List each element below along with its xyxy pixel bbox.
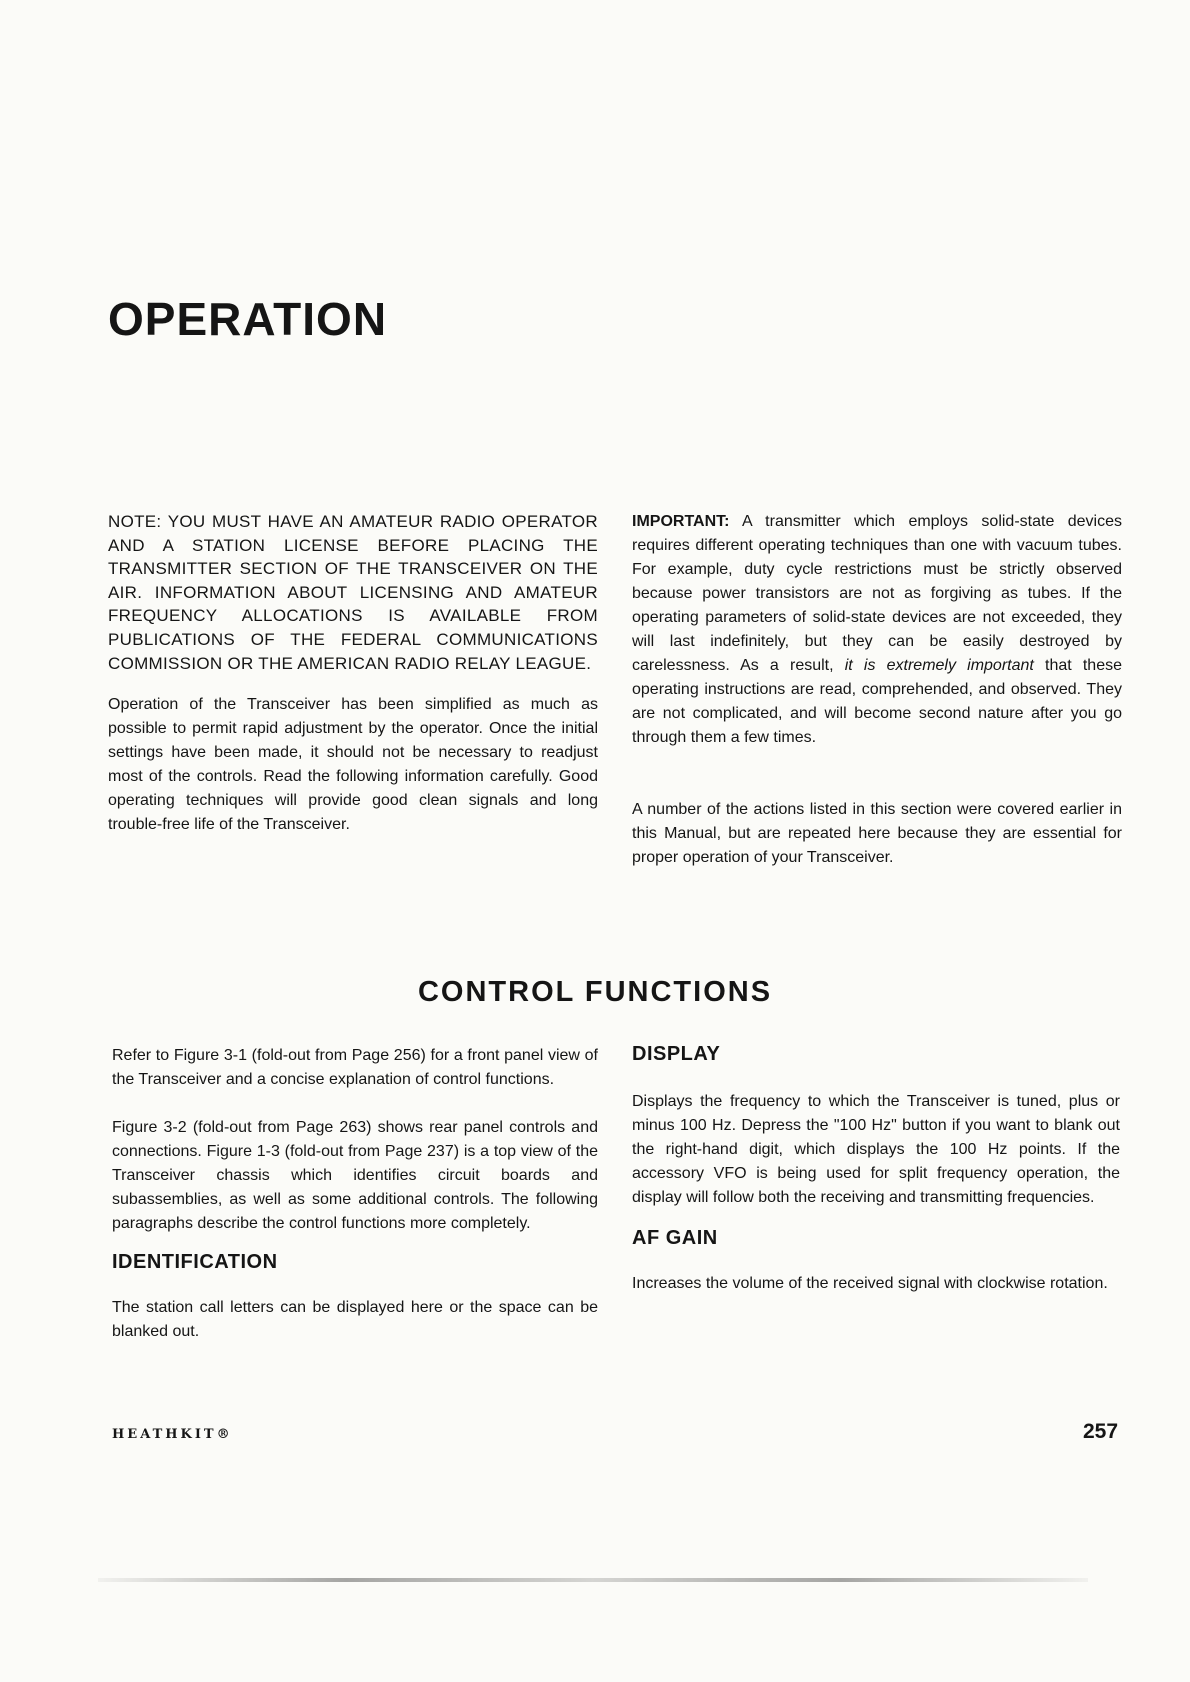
important-emphasis: it is extremely important — [844, 657, 1034, 674]
display-text: Displays the frequency to which the Transceiver is tuned, plus or minus 100 Hz. Depress the "100 Hz" button if you want to blank out the right-hand digit, which displays the 100 Hz points. If the accessory VFO is being used for split frequency operation, the display will follow both the receiving and transmitting frequencies. — [632, 1093, 1120, 1206]
page-title: OPERATION — [108, 293, 388, 345]
control-functions-intro-1: Refer to Figure 3-1 (fold-out from Page 256) for a front panel view of the Transceiver and a concise explanation of control functions. — [112, 1047, 598, 1088]
identification-text: The station call letters can be displayed here or the space can be blanked out. — [112, 1299, 598, 1340]
important-paragraph — [632, 510, 1122, 750]
heathkit-logo: HEATHKIT® — [112, 1427, 233, 1442]
important-label: IMPORTANT: — [632, 513, 730, 530]
af-gain-heading: AF GAIN — [632, 1227, 718, 1249]
display-heading: DISPLAY — [632, 1043, 721, 1065]
license-note: NOTE: YOU MUST HAVE AN AMATEUR RADIO OPERATOR AND A STATION LICENSE BEFORE PLACING THE TRANSMITTER SECTION OF THE TRANSCEIVER ON THE AIR. INFORMATION ABOUT LICENSING AND AMATEUR FREQUENCY ALLOCATIONS IS AVAILABLE FROM PUBLICATIONS OF THE FEDERAL COMMUNICATIONS COMMISSION OR THE AMERICAN RADIO RELAY LEAGUE. — [108, 512, 598, 673]
operation-intro-paragraph: Operation of the Transceiver has been simplified as much as possible to permit rapid adjustment by the operator. Once the initial settings have been made, it should not be necessary to readjust most of the controls. Read the following information carefully. Good operating techniques will provide good clean signals and long trouble-free life of the Transceiver. — [108, 696, 598, 834]
scan-edge-divider — [98, 1578, 1088, 1582]
section-title: CONTROL FUNCTIONS — [417, 976, 773, 1008]
control-functions-left-column — [112, 1044, 598, 1344]
page-number: 257 — [1083, 1420, 1119, 1443]
actions-note-paragraph: A number of the actions listed in this section were covered earlier in this Manual, but are repeated here because they are essential for proper operation of your Transceiver. — [632, 801, 1122, 866]
operation-left-column — [108, 510, 598, 837]
important-text-after: that these operating instructions are read, comprehended, and observed. They are not complicated, and will become second nature after you go through them a few times. — [632, 657, 1123, 746]
important-text-before: A transmitter which employs solid-state devices requires different operating techniques than one with vacuum tubes. For example, duty cycle restrictions must be strictly observed because power transistors are not as forgiving as tubes. If the operating parameters of solid-state devices are not exceeded, they will last indefinitely, but they can be easily destroyed by carelessness. As a result, — [632, 513, 1122, 674]
control-functions-right-column — [632, 1042, 1120, 1296]
identification-heading: IDENTIFICATION — [112, 1251, 278, 1273]
operation-right-column — [632, 510, 1122, 870]
af-gain-text: Increases the volume of the received signal with clockwise rotation. — [632, 1275, 1108, 1292]
control-functions-intro-2: Figure 3-2 (fold-out from Page 263) shows rear panel controls and connections. Figure 1-3 (fold-out from Page 237) is a top view of the Transceiver chassis which identifies circuit boards and subassemblies, as well as some additional controls. The following paragraphs describe the control functions more completely. — [112, 1119, 598, 1232]
